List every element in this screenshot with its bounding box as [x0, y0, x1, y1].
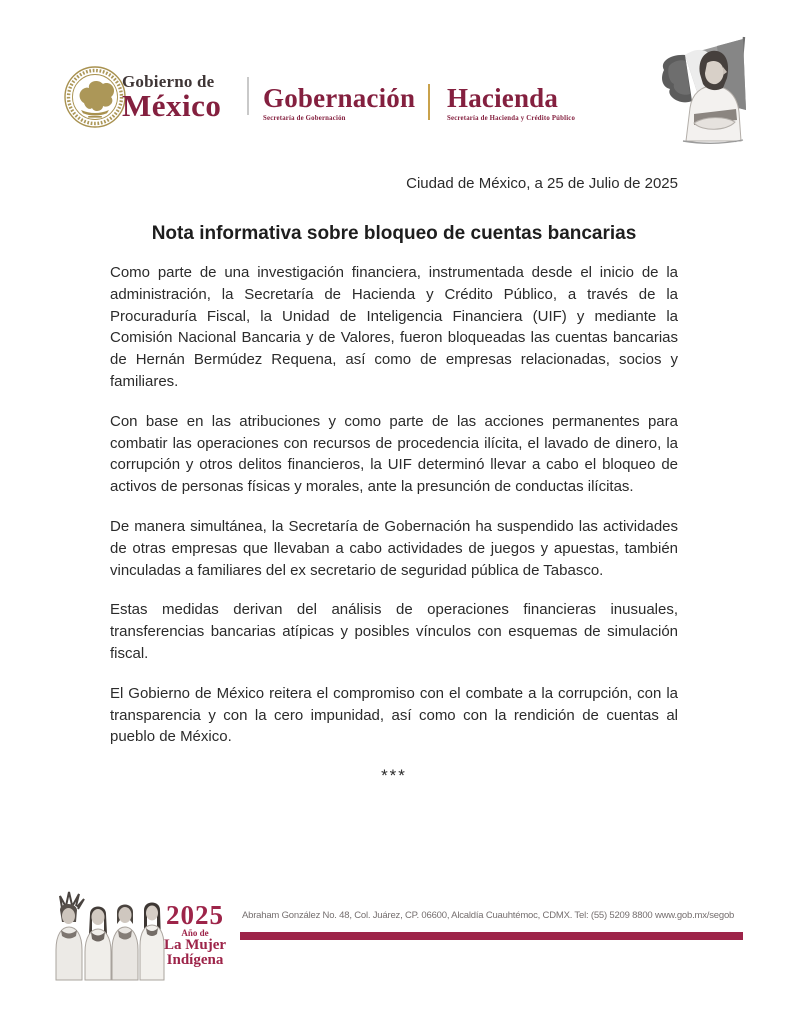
end-marker: ***	[381, 766, 407, 786]
hacienda-logo-name: Hacienda	[447, 83, 559, 113]
gobierno-de-mexico-logo	[122, 73, 221, 121]
hacienda-logo	[447, 85, 575, 122]
header-divider-gold	[428, 84, 430, 120]
paragraph-1: Como parte de una investigación financiera, instrumentada desde el inicio de la administración, la Secretaría de Hacienda y Crédito Público, a través de la Procuraduría Fiscal, la Unidad de Inteligencia Financiera (UIF) y mediante la Comisión Nacional Bancaria y de Valores, fueron bloqueadas las cuentas bancarias de Hernán Bermúdez Requena, así como de empresas relacionadas, socios y familiares.	[110, 264, 678, 390]
dateline: Ciudad de México, a 25 de Julio de 2025	[406, 175, 678, 192]
gobernacion-logo	[263, 85, 415, 122]
mexico-eagle-seal-icon	[63, 64, 127, 130]
year-logo-line3: Indígena	[166, 952, 224, 968]
paragraph-5: El Gobierno de México reitera el compromiso con el combate a la corrupción, con la transparencia y con la cero impunidad, así como con la rendición de cuentas al pueblo de México.	[110, 684, 678, 746]
woman-with-flag-illustration	[645, 34, 769, 146]
document-body	[110, 174, 678, 786]
year-logo-line2: La Mujer	[163, 937, 227, 953]
gobierno-logo-line2: México	[122, 88, 222, 123]
document-title: Nota informativa sobre bloqueo de cuentas bancarias	[151, 223, 637, 244]
gobernacion-logo-name: Gobernación	[263, 83, 416, 113]
year-logo-year: 2025	[166, 900, 224, 930]
year-2025-logo	[162, 900, 228, 968]
gobernacion-logo-subtitle: Secretaría de Gobernación	[263, 115, 346, 122]
indigenous-women-illustration	[52, 890, 166, 982]
paragraph-2: Con base en las atribuciones y como parte de las acciones permanentes para combatir las operaciones con recursos de procedencia ilícita, el lavado de dinero, la corrupción y otros delitos financieros, la UIF determinó llevar a cabo el bloqueo de activos de personas físicas y morales, ante la presunción de conductas ilícitas.	[110, 412, 678, 496]
year-logo-line1: Año de	[181, 928, 209, 938]
header-divider-gray	[247, 77, 249, 115]
footer-address: Abraham González No. 48, Col. Juárez, CP. 06600, Alcaldía Cuauhtémoc, CDMX. Tel: (55) 5209 8800 www.gob.mx/segob	[242, 910, 735, 921]
hacienda-logo-subtitle: Secretaría de Hacienda y Crédito Público	[447, 115, 576, 122]
footer-accent-bar	[240, 932, 743, 940]
gobierno-logo-line1: Gobierno de	[122, 72, 215, 91]
paragraph-4: Estas medidas derivan del análisis de operaciones financieras inusuales, transferencias bancarias atípicas y posibles vínculos con esquemas de simulación fiscal.	[110, 601, 678, 662]
paragraph-3: De manera simultánea, la Secretaría de Gobernación ha suspendido las actividades de otras empresas que llevaban a cabo actividades de juegos y apuestas, también vinculadas a familiares del ex secretario de seguridad pública de Tabasco.	[110, 517, 678, 579]
